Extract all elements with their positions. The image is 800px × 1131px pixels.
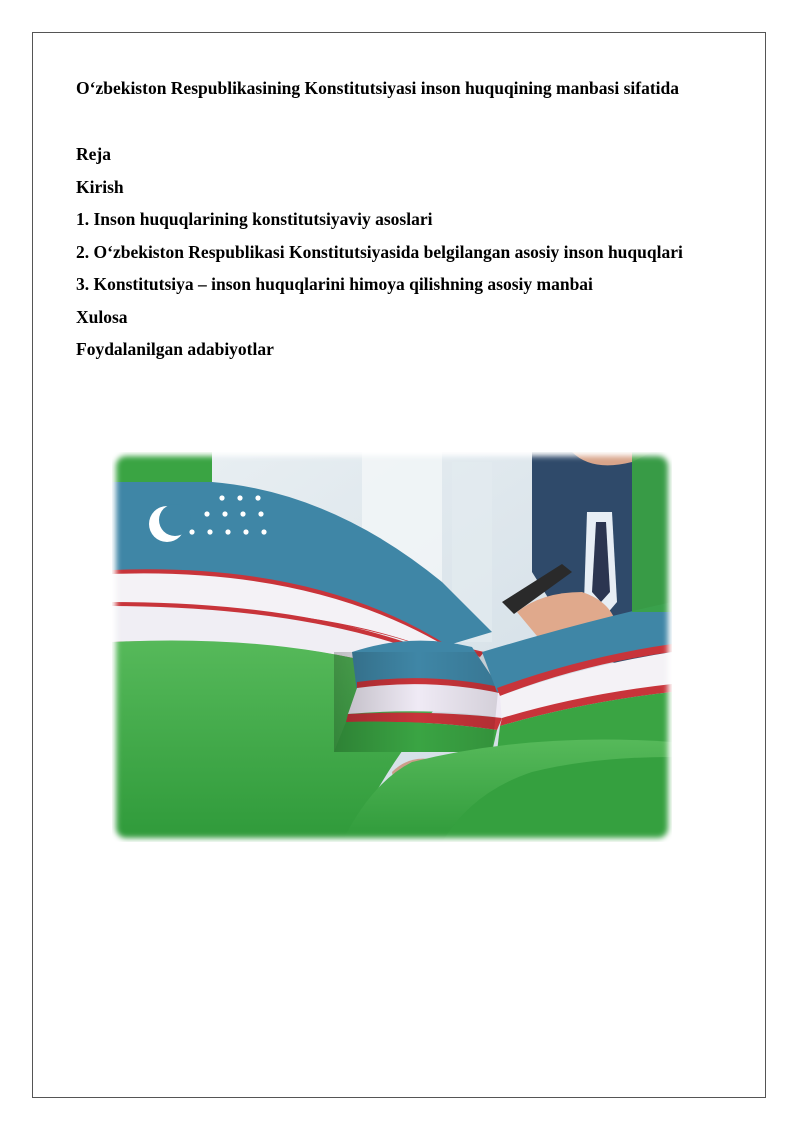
flag-ribbon-illustration-svg	[112, 452, 672, 842]
flag-ribbon-illustration	[112, 452, 672, 842]
plan-heading: Reja	[76, 144, 111, 164]
plan-item-2: 2. O‘zbekiston Respublikasi Konstitutsiyasida belgilangan asosiy inson huquqlari	[76, 241, 683, 262]
document-body	[76, 74, 756, 366]
plan-item-references: Foydalanilgan adabiyotlar	[76, 339, 274, 359]
plan-item-3: 3. Konstitutsiya – inson huquqlarini himoya qilishning asosiy manbai	[76, 274, 593, 294]
plan-section	[76, 138, 756, 366]
document-title: O‘zbekiston Respublikasining Konstitutsiyasi inson huquqining manbasi sifatida	[76, 78, 679, 98]
plan-item-conclusion: Xulosa	[76, 306, 128, 327]
plan-item-intro: Kirish	[76, 176, 124, 197]
plan-item-1: 1. Inson huquqlarining konstitutsiyaviy asoslari	[76, 209, 433, 229]
